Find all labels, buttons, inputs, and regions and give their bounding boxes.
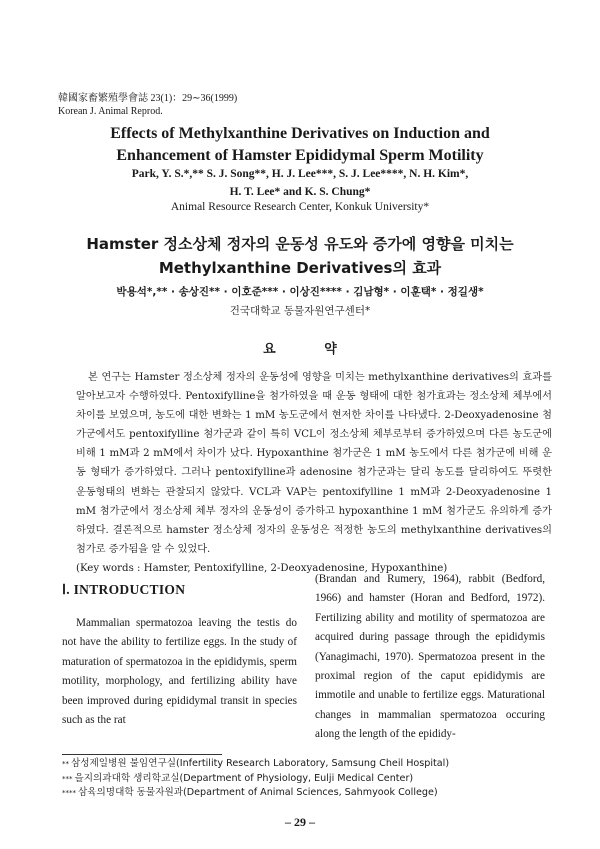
journal-citation-en: Korean J. Animal Reprod.: [58, 106, 163, 117]
footnote-divider: [62, 754, 222, 755]
paper-title-ko: [40, 232, 560, 280]
right-column: [315, 570, 545, 745]
title-ko-line-2: Methylxanthine Derivatives의 효과: [158, 259, 442, 277]
footnote: *** 을지의과대학 생리학교실(Department of Physiology, Eulji Medical Center): [62, 772, 414, 784]
title-ko-line-1: Hamster 정소상체 정자의 운동성 유도와 증가에 영향을 미치는: [86, 235, 514, 253]
journal-citation-ko: 韓國家畜繁殖學會誌 23(1)：29∼36(1999): [58, 93, 238, 104]
affiliation-en: Animal Resource Research Center, Konkuk University*: [170, 201, 430, 213]
keywords: (Key words : Hamster, Pentoxifylline, 2-Deoxyadenosine, Hypoxanthine): [76, 562, 448, 574]
left-column: [62, 582, 297, 730]
footnotes: [62, 757, 449, 801]
abstract-text: 본 연구는 Hamster 정소상체 정자의 운동성에 영향을 미치는 methylxanthine derivatives의 효과를 알아보고자 수행하였다. Pentoxifylline을 첨가하였을 때 운동 형태에 대한 첨가효과는 정소상체 체부에서 차이를 보였으며, 농도에 대한 변화는 1 mM 농도군에서 현저한 차이를 나타냈다. 2-Deoxyadenosine 첨가군에서도 pentoxifylline 첨가군과 같이 특히 VCL이 정소상체 체부로부터 증가하였으며 다른 농도군에 비해 1 mM과 2 mM에서 차이가 났다. Hypoxanthine 첨가군은 1 mM 농도에서 다른 첨가군에 비해 운동 형태가 증가하였다. 그러나 pentoxifylline과 adenosine 첨가군과는 달리 농도를 달리하여도 뚜렷한 운동형태의 변화는 관찰되지 않았다. VCL과 VAP는 pentoxifylline 1 mM과 2-Deoxyadenosine 1 mM 첨가군에서 정소상체 체부 정자의 운동성이 증가하고 hypoxanthine 1 mM 첨가군도 유의하게 증가하였다. 결론적으로 hamster 정소상체 정자의 운동성은 적정한 농도의 methylxanthine derivatives의 첨가로 증가됨을 알 수 있었다.: [76, 372, 552, 555]
title-en-line-2: Enhancement of Hamster Epididymal Sperm Motility: [116, 147, 484, 164]
abstract: [76, 368, 552, 578]
footnote: ** 삼성제일병원 불임연구실(Infertility Research Laboratory, Samsung Cheil Hospital): [62, 758, 450, 769]
title-en-line-1: Effects of Methylxanthine Derivatives on Induction and: [110, 125, 490, 142]
section-heading: Ⅰ. INTRODUCTION: [62, 582, 186, 597]
intro-paragraph-left: Mammalian spermatozoa leaving the testis do not have the ability to fertilize eggs. In the study of maturation of spermatozoa in the epididymis, sperm motility, morphology, and fertilizing ability have been improved during epididymal transit in species such as the rat: [62, 617, 297, 727]
paper-title-en: [60, 123, 540, 167]
authors-ko: 박용석*,** · 송상진** · 이호준*** · 이상진**** · 김남형* · 이훈택* · 정길생*: [116, 286, 484, 298]
authors-en-line-2: H. T. Lee* and K. S. Chung*: [229, 186, 371, 198]
page-number: – 29 –: [285, 815, 315, 829]
affiliation-ko: 건국대학교 동물자원연구센터*: [229, 305, 371, 317]
intro-paragraph-right: (Brandan and Rumery, 1964), rabbit (Bedford, 1966) and hamster (Horan and Bedford, 1972). Fertilizing ability and motility of spermatozoa are acquired during passage through the epididymis (Yanagimachi, 1970). Spermatozoa present in the proximal region of the caput epididymis are immotile and unable to fertilize eggs. Maturational changes in mammalian spermatozoa occuring along the length of the epididy-: [315, 573, 545, 741]
footnote: **** 삼육의명대학 동물자원과(Department of Animal Sciences, Sahmyook College): [62, 787, 438, 798]
authors-en-line-1: Park, Y. S.*,** S. J. Song**, H. J. Lee***, S. J. Lee****, N. H. Kim*,: [131, 168, 469, 180]
abstract-heading: 요 약: [263, 342, 359, 357]
authors-en: [60, 165, 540, 201]
journal-header: [58, 92, 237, 118]
